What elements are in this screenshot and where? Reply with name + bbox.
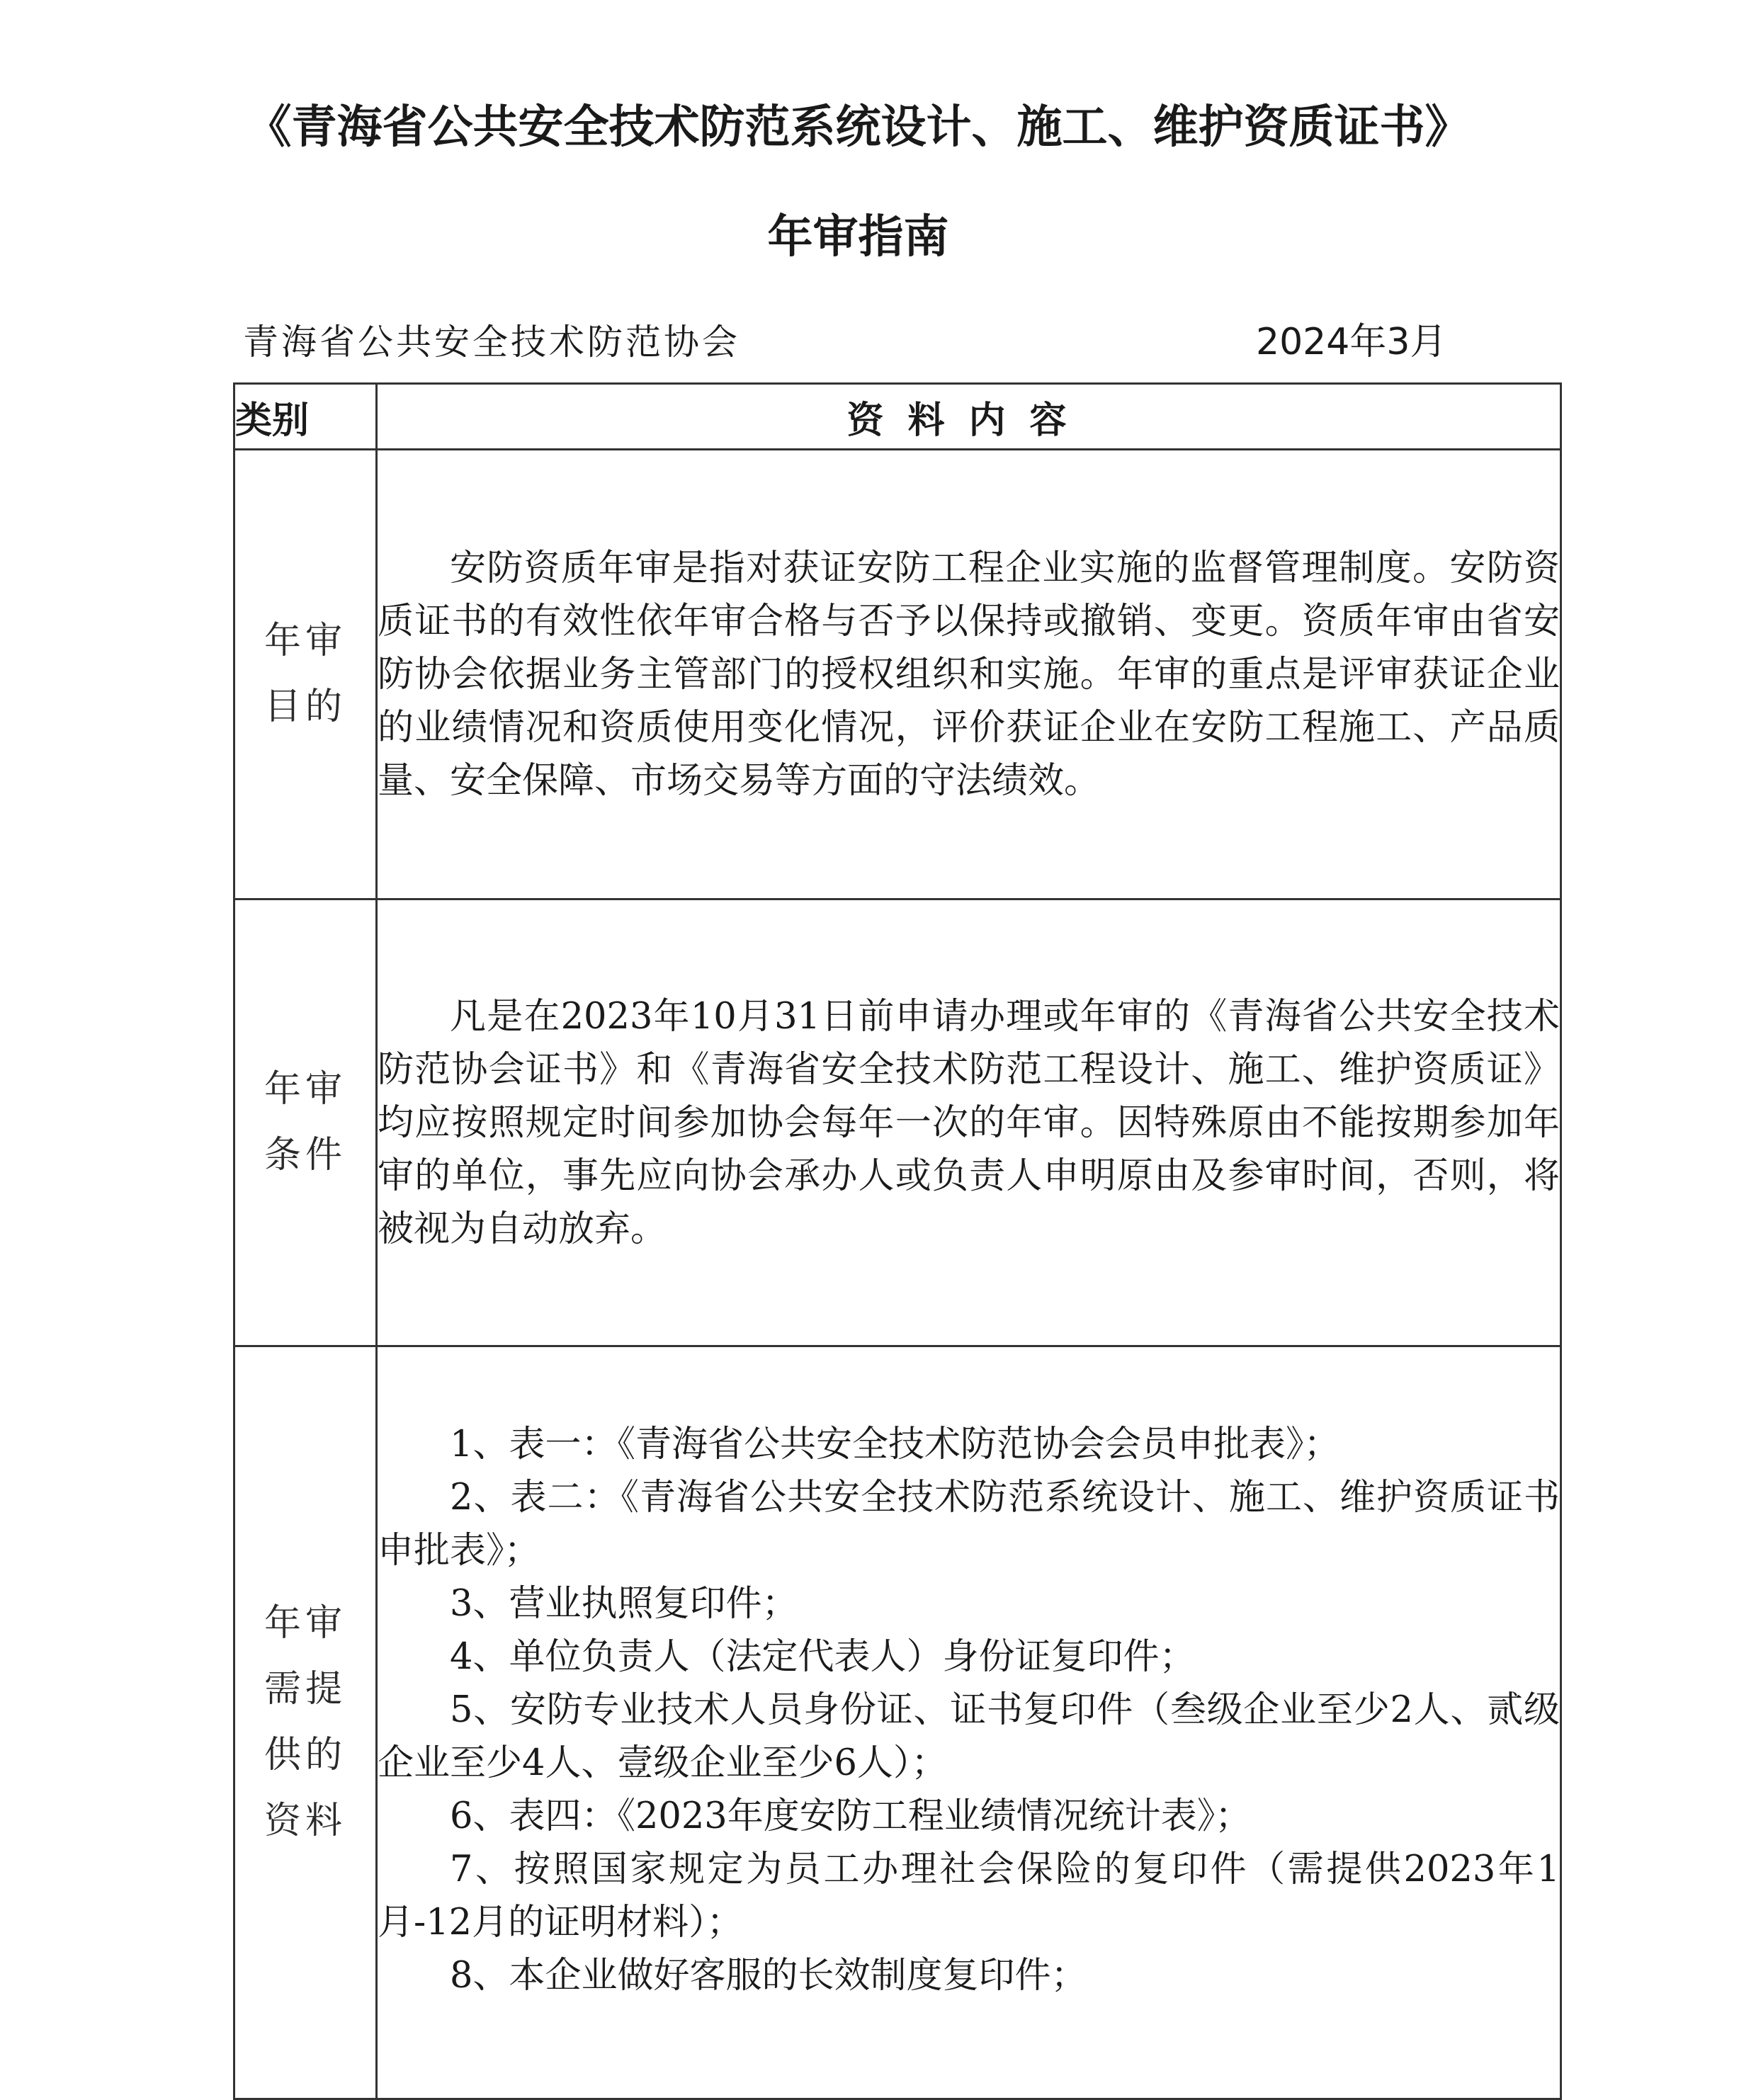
category-cell bbox=[234, 450, 377, 899]
category-label: 目的 bbox=[264, 686, 346, 728]
content-paragraph: 凡是在2023年10月31日前申请办理或年审的《青海省公共安全技术防范协会证书》和《青海省安全技术防范工程设计、施工、维护资质证》均应按照规定时间参加协会每年一次的年审。因特殊原由不能按期参加年审的单位，事先应向协会承办人或负责人申明原由及参审时间，否则，将被视为自动放弃。 bbox=[378, 995, 1560, 1250]
list-item: 8、本企业做好客服的长效制度复印件； bbox=[450, 1955, 1087, 1997]
list-item: 6、表四：《2023年度安防工程业绩情况统计表》； bbox=[450, 1795, 1252, 1837]
header-content: 资料内容 bbox=[377, 384, 1561, 450]
list-item: 5、安防专业技术人员身份证、证书复印件（叁级企业至少2人、贰级企业至少4人、壹级企业至少6人）； bbox=[378, 1689, 1560, 1784]
header-category: 类别 bbox=[234, 384, 377, 450]
category-label: 需提 bbox=[264, 1668, 346, 1710]
table-header-row bbox=[234, 384, 1561, 450]
table-row bbox=[234, 450, 1561, 899]
issue-date: 2024年3月 bbox=[1256, 321, 1447, 363]
table-row bbox=[234, 1346, 1561, 2099]
document-subtitle: 年审指南 bbox=[767, 211, 949, 263]
content-cell bbox=[377, 450, 1561, 899]
table-row bbox=[234, 899, 1561, 1346]
list-item: 7、按照国家规定为员工办理社会保险的复印件（需提供2023年1月-12月的证明材料）； bbox=[378, 1849, 1560, 1943]
content-cell bbox=[377, 899, 1561, 1346]
category-label: 年审 bbox=[264, 620, 346, 662]
content-cell bbox=[377, 1346, 1561, 2099]
issuing-organization: 青海省公共安全技术防范协会 bbox=[243, 322, 740, 363]
content-paragraph: 安防资质年审是指对获证安防工程企业实施的监督管理制度。安防资质证书的有效性依年审合格与否予以保持或撤销、变更。资质年审由省安防协会依据业务主管部门的授权组织和实施。年审的重点是评审获证企业的业绩情况和资质使用变化情况，评价获证企业在安防工程施工、产品质量、安全保障、市场交易等方面的守法绩效。 bbox=[378, 547, 1560, 802]
category-label: 年审 bbox=[264, 1602, 346, 1645]
category-label: 资料 bbox=[264, 1800, 346, 1842]
list-item: 2、表二：《青海省公共安全技术防范系统设计、施工、维护资质证书申批表》； bbox=[378, 1477, 1560, 1572]
category-cell bbox=[234, 899, 377, 1346]
category-label: 条件 bbox=[264, 1134, 346, 1176]
list-item: 3、营业执照复印件； bbox=[450, 1583, 798, 1625]
list-item: 4、单位负责人（法定代表人）身份证复印件； bbox=[450, 1636, 1196, 1678]
guide-table bbox=[233, 382, 1562, 2100]
category-cell bbox=[234, 1346, 377, 2099]
list-item: 1、表一：《青海省公共安全技术防范协会会员申批表》； bbox=[450, 1424, 1340, 1465]
document-title: 《青海省公共安全技术防范系统设计、施工、维护资质证书》 bbox=[246, 101, 1471, 154]
category-label: 年审 bbox=[264, 1068, 346, 1111]
category-label: 供的 bbox=[264, 1734, 346, 1776]
